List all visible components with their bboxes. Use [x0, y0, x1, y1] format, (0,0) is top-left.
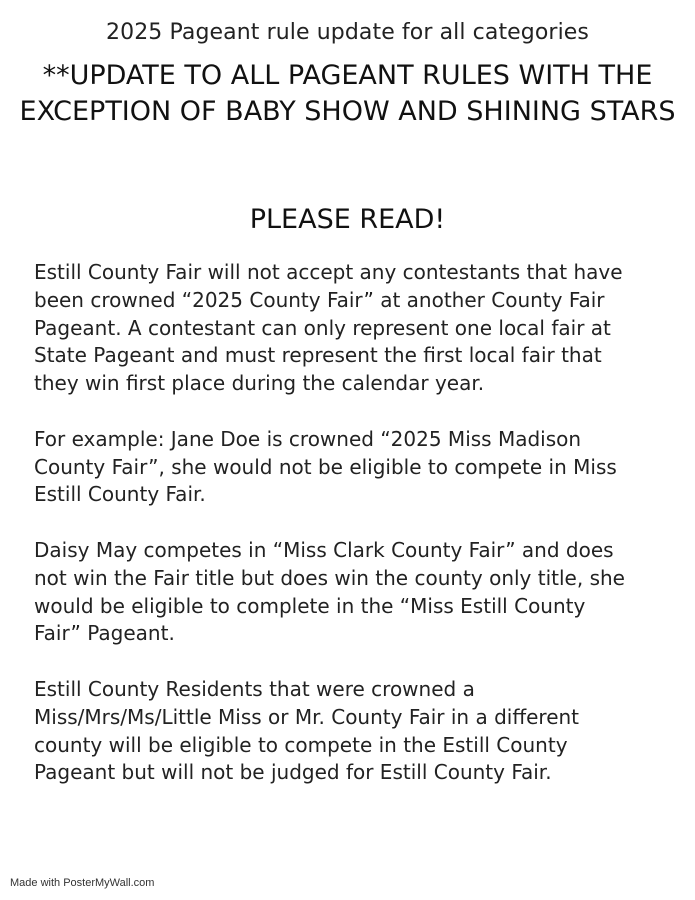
flyer-title: 2025 Pageant rule update for all categories — [106, 20, 589, 45]
rule-paragraph-eligibility: Estill County Fair will not accept any contestants that have been crowned “2025 County Fair” at another County Fair Pageant. A contestant can only represent one local fair at State Pageant and must represent the first local fair that they win first place during the calendar year. — [34, 260, 623, 396]
please-read-notice: PLEASE READ! — [249, 204, 446, 235]
update-headline: **UPDATE TO ALL PAGEANT RULES WITH THE EXCEPTION OF BABY SHOW AND SHINING STARS — [19, 60, 676, 127]
rule-paragraph-example-jane: For example: Jane Doe is crowned “2025 Miss Madison County Fair”, she would not be eligible to compete in Miss Estill County Fair. — [34, 426, 617, 507]
rules-body — [34, 259, 664, 815]
rule-paragraph-example-daisy: Daisy May competes in “Miss Clark County Fair” and does not win the Fair title but does win the county only title, she would be eligible to complete in the “Miss Estill County Fair” Pageant. — [34, 537, 625, 646]
postermywall-credit[interactable]: Made with PosterMyWall.com — [10, 877, 155, 889]
rule-paragraph-residents: Estill County Residents that were crowned a Miss/Mrs/Ms/Little Miss or Mr. County Fair in a different county will be eligible to compete in the Estill County Pageant but will not be judged for Estill County Fair. — [34, 676, 580, 785]
